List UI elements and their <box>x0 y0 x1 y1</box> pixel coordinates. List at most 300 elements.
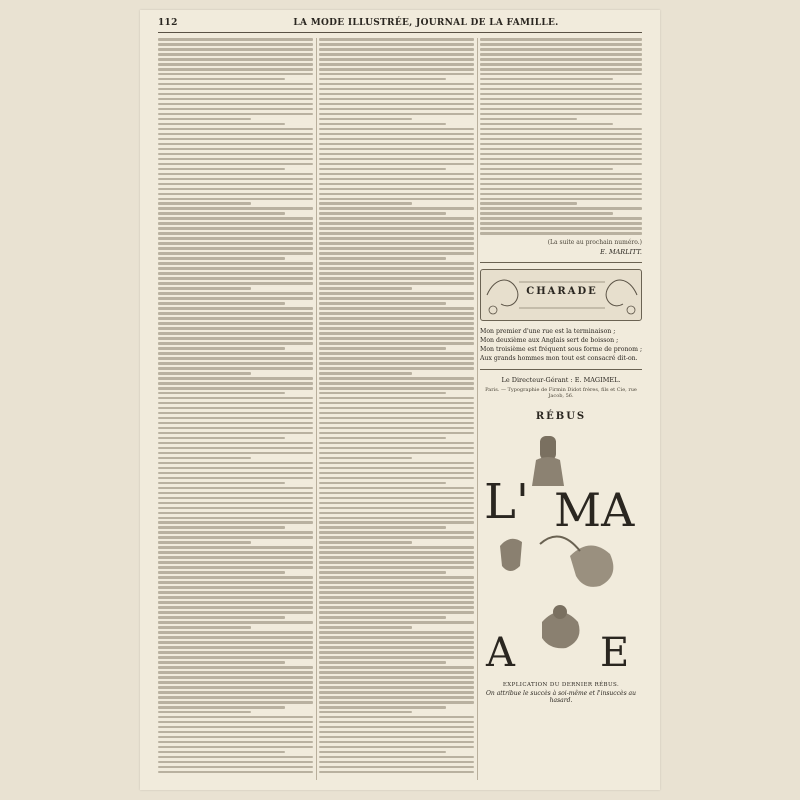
text-line <box>158 237 313 240</box>
text-line <box>319 736 474 739</box>
text-line <box>319 696 474 699</box>
text-line <box>158 307 313 310</box>
text-line <box>158 178 313 181</box>
text-line <box>158 517 313 520</box>
text-line <box>158 352 313 355</box>
text-line <box>319 153 474 156</box>
text-line <box>158 322 313 325</box>
text-line <box>319 202 412 205</box>
text-line <box>158 247 313 250</box>
text-line <box>319 661 446 664</box>
text-line <box>158 561 313 564</box>
charade-verse: Aux grands hommes mon tout est consacré dit-on. <box>480 354 638 362</box>
text-line <box>319 487 474 490</box>
text-line <box>319 462 474 465</box>
text-line <box>319 556 474 559</box>
text-line <box>319 242 474 245</box>
text-line <box>319 726 474 729</box>
text-line <box>319 616 446 619</box>
text-line <box>319 322 474 325</box>
page-header <box>158 18 642 32</box>
text-line <box>319 447 474 450</box>
text-line <box>158 183 313 186</box>
text-line <box>158 128 313 131</box>
text-line <box>319 586 474 589</box>
text-line <box>158 417 313 420</box>
charade-verse: Mon deuxième aux Anglais sert de boisson ; <box>480 336 619 344</box>
text-line <box>480 222 642 225</box>
text-line <box>319 397 474 400</box>
text-line <box>319 178 474 181</box>
text-line <box>158 726 313 729</box>
text-line <box>480 43 642 46</box>
text-line <box>158 392 285 395</box>
text-line <box>319 641 474 644</box>
text-line <box>319 676 474 679</box>
text-line <box>158 487 313 490</box>
text-line <box>319 53 474 56</box>
text-line <box>480 123 613 126</box>
text-line <box>158 716 313 719</box>
text-line <box>158 656 313 659</box>
text-line <box>158 512 313 515</box>
text-line <box>319 98 474 101</box>
text-line <box>158 507 313 510</box>
text-line <box>319 222 474 225</box>
text-line <box>319 581 474 584</box>
text-line <box>158 292 313 295</box>
text-line <box>319 771 474 774</box>
text-line <box>158 492 313 495</box>
text-line <box>158 422 313 425</box>
text-line <box>319 402 474 405</box>
text-line <box>158 751 285 754</box>
rebus-drawing-icon <box>480 426 642 676</box>
text-line <box>158 357 313 360</box>
text-line <box>319 651 474 654</box>
text-line <box>319 292 474 295</box>
text-line <box>319 671 474 674</box>
text-line <box>319 83 474 86</box>
text-line <box>158 766 313 769</box>
text-line <box>319 517 474 520</box>
text-line <box>158 277 313 280</box>
text-line <box>158 452 313 455</box>
text-line <box>158 163 313 166</box>
text-line <box>319 741 474 744</box>
text-line <box>158 462 313 465</box>
page-number: 112 <box>158 18 178 28</box>
text-line <box>319 332 474 335</box>
text-line <box>158 427 313 430</box>
text-line <box>158 342 313 345</box>
column-separator <box>316 38 317 780</box>
text-line <box>158 397 313 400</box>
text-line <box>158 347 285 350</box>
text-line <box>319 596 474 599</box>
text-line <box>319 686 474 689</box>
text-line <box>319 706 446 709</box>
text-line <box>319 267 474 270</box>
text-line <box>319 731 474 734</box>
text-line <box>158 681 313 684</box>
text-line <box>158 282 313 285</box>
text-line <box>158 531 313 534</box>
charade-verses <box>480 327 642 363</box>
text-line <box>158 746 313 749</box>
rebus-caption: EXPLICATION DU DERNIER RÉBUS. <box>502 681 620 688</box>
text-line <box>319 247 474 250</box>
text-line <box>319 108 474 111</box>
text-column-1 <box>158 38 313 773</box>
text-line <box>158 103 313 106</box>
text-line <box>158 377 313 380</box>
text-line <box>158 158 313 161</box>
text-line <box>158 372 251 375</box>
text-line <box>158 472 313 475</box>
text-line <box>158 551 313 554</box>
text-line <box>158 402 313 405</box>
text-line <box>158 337 313 340</box>
text-line <box>158 641 313 644</box>
rebus-letter: L' <box>484 473 530 530</box>
text-line <box>158 83 313 86</box>
rebus-letter: MA <box>554 482 635 537</box>
text-line <box>319 551 474 554</box>
text-line <box>158 262 313 265</box>
text-line <box>319 342 474 345</box>
text-line <box>319 377 474 380</box>
text-line <box>319 128 474 131</box>
text-line <box>319 297 474 300</box>
text-line <box>158 566 313 569</box>
text-line <box>480 183 642 186</box>
text-line <box>319 138 474 141</box>
text-line <box>158 367 313 370</box>
text-line <box>319 681 474 684</box>
text-line <box>480 212 613 215</box>
text-line <box>158 63 313 66</box>
text-line <box>319 666 474 669</box>
text-line <box>158 701 313 704</box>
text-line <box>319 606 474 609</box>
text-line <box>319 407 474 410</box>
text-line <box>319 73 474 76</box>
text-line <box>158 148 313 151</box>
text-line <box>480 202 577 205</box>
text-line <box>319 118 412 121</box>
text-line <box>158 586 313 589</box>
text-line <box>480 83 642 86</box>
text-line <box>319 716 474 719</box>
text-line <box>480 113 642 116</box>
text-line <box>158 521 313 524</box>
text-line <box>319 512 474 515</box>
text-line <box>319 352 474 355</box>
text-line <box>158 227 313 230</box>
text-line <box>319 38 474 41</box>
text-line <box>319 163 474 166</box>
text-line <box>158 113 313 116</box>
text-line <box>319 183 474 186</box>
text-line <box>319 193 474 196</box>
text-line <box>319 427 474 430</box>
text-line <box>319 457 412 460</box>
text-line <box>319 721 474 724</box>
text-line <box>319 531 474 534</box>
text-line <box>480 68 642 71</box>
text-line <box>319 756 474 759</box>
text-line <box>158 636 313 639</box>
text-line <box>319 307 474 310</box>
text-column-2 <box>319 38 474 773</box>
text-line <box>319 472 474 475</box>
text-line <box>319 566 474 569</box>
text-line <box>319 526 446 529</box>
text-line <box>480 193 642 196</box>
text-line <box>158 771 313 774</box>
text-line <box>158 382 313 385</box>
text-line <box>319 437 446 440</box>
text-line <box>158 546 313 549</box>
rebus-title: RÉBUS <box>535 410 587 422</box>
text-line <box>480 98 642 101</box>
text-line <box>158 556 313 559</box>
text-line <box>319 272 474 275</box>
text-line <box>480 188 642 191</box>
text-line <box>319 367 474 370</box>
text-line <box>319 591 474 594</box>
text-line <box>319 93 474 96</box>
text-line <box>158 536 313 539</box>
text-line <box>158 442 313 445</box>
text-line <box>319 761 474 764</box>
journal-title: LA MODE ILLUSTRÉE, JOURNAL DE LA FAMILLE. <box>293 18 559 28</box>
text-line <box>319 227 474 230</box>
text-line <box>158 312 313 315</box>
text-line <box>480 163 642 166</box>
charade-banner <box>480 269 642 321</box>
text-line <box>158 696 313 699</box>
text-line <box>158 242 313 245</box>
text-line <box>158 711 251 714</box>
text-line <box>319 492 474 495</box>
text-line <box>158 118 251 121</box>
text-line <box>319 751 446 754</box>
printer-line: Paris. — Typographie de Firmin Didot frères, fils et Cie, rue Jacob, 56. <box>485 386 637 399</box>
text-line <box>319 198 474 201</box>
text-line <box>319 327 474 330</box>
text-line <box>480 232 642 235</box>
text-line <box>158 78 285 81</box>
text-line <box>158 317 313 320</box>
text-line <box>319 656 474 659</box>
text-line <box>158 591 313 594</box>
text-line <box>319 412 474 415</box>
text-line <box>158 88 313 91</box>
text-line <box>158 526 285 529</box>
text-line <box>319 626 412 629</box>
text-line <box>158 631 313 634</box>
text-line <box>319 561 474 564</box>
text-line <box>158 143 313 146</box>
text-line <box>158 133 313 136</box>
text-line <box>319 232 474 235</box>
text-line <box>158 188 313 191</box>
text-line <box>480 217 642 220</box>
text-line <box>480 118 577 121</box>
text-line <box>158 676 313 679</box>
section-divider <box>480 262 642 263</box>
text-line <box>158 332 313 335</box>
text-line <box>158 38 313 41</box>
text-line <box>319 48 474 51</box>
text-line <box>319 546 474 549</box>
text-line <box>480 173 642 176</box>
text-line <box>158 447 313 450</box>
charade-title: CHARADE <box>526 285 598 297</box>
text-line <box>319 601 474 604</box>
text-line <box>319 691 474 694</box>
text-line <box>319 237 474 240</box>
charade-verse: Mon troisième est fréquent sous forme de pronom ; <box>480 345 643 353</box>
text-line <box>158 731 313 734</box>
text-line <box>319 143 474 146</box>
text-line <box>158 297 313 300</box>
text-line <box>480 58 642 61</box>
text-line <box>319 631 474 634</box>
text-line <box>158 437 285 440</box>
text-line <box>319 173 474 176</box>
text-line <box>158 252 313 255</box>
text-line <box>158 581 313 584</box>
text-line <box>158 497 313 500</box>
text-line <box>158 601 313 604</box>
text-line <box>480 178 642 181</box>
text-line <box>158 651 313 654</box>
text-line <box>319 482 446 485</box>
text-line <box>158 686 313 689</box>
text-line <box>158 108 313 111</box>
text-line <box>480 88 642 91</box>
text-line <box>319 302 446 305</box>
text-line <box>319 188 474 191</box>
text-line <box>319 287 412 290</box>
text-line <box>480 103 642 106</box>
text-line <box>158 43 313 46</box>
text-line <box>319 382 474 385</box>
text-line <box>158 73 313 76</box>
text-line <box>158 571 285 574</box>
text-line <box>319 212 446 215</box>
text-line <box>319 497 474 500</box>
text-line <box>158 611 313 614</box>
text-line <box>319 252 474 255</box>
text-line <box>158 432 313 435</box>
text-line <box>158 661 285 664</box>
text-line <box>319 372 412 375</box>
text-line <box>158 217 313 220</box>
text-line <box>158 606 313 609</box>
text-line <box>158 48 313 51</box>
text-line <box>319 282 474 285</box>
text-line <box>158 412 313 415</box>
text-line <box>158 721 313 724</box>
text-line <box>158 756 313 759</box>
text-line <box>319 168 446 171</box>
text-line <box>158 168 285 171</box>
director-line: Le Directeur-Gérant : E. MAGIMEL. <box>501 375 621 384</box>
text-line <box>319 766 474 769</box>
text-line <box>158 93 313 96</box>
text-line <box>158 691 313 694</box>
text-line <box>480 198 642 201</box>
text-line <box>158 138 313 141</box>
text-line <box>319 521 474 524</box>
text-line <box>319 467 474 470</box>
text-line <box>319 88 474 91</box>
text-line <box>480 48 642 51</box>
text-line <box>480 168 613 171</box>
charade-verse: Mon premier d'une rue est la terminaison ; <box>480 327 616 335</box>
text-line <box>319 277 474 280</box>
section-divider <box>480 369 642 370</box>
text-line <box>319 43 474 46</box>
text-line <box>158 98 313 101</box>
text-line <box>480 78 613 81</box>
text-line <box>480 63 642 66</box>
text-line <box>158 616 285 619</box>
text-line <box>319 63 474 66</box>
rebus-letter: E <box>600 629 630 676</box>
text-line <box>319 432 474 435</box>
text-line <box>158 302 285 305</box>
text-line <box>319 257 446 260</box>
text-line <box>158 407 313 410</box>
header-rule <box>158 32 642 33</box>
author-signature: E. MARLITT. <box>600 247 642 256</box>
text-line <box>158 287 251 290</box>
text-line <box>158 477 313 480</box>
text-line <box>319 507 474 510</box>
text-line <box>319 621 474 624</box>
text-line <box>158 541 251 544</box>
text-line <box>480 53 642 56</box>
text-column-3 <box>480 38 642 704</box>
text-line <box>319 103 474 106</box>
rebus-illustration <box>480 426 642 676</box>
text-line <box>319 337 474 340</box>
text-line <box>319 422 474 425</box>
text-line <box>158 482 285 485</box>
novel-text-lines <box>319 38 474 773</box>
text-line <box>158 626 251 629</box>
text-line <box>480 133 642 136</box>
text-line <box>319 262 474 265</box>
text-line <box>319 362 474 365</box>
text-line <box>158 457 251 460</box>
continued-note: (La suite au prochain numéro.) <box>547 238 642 246</box>
text-line <box>319 68 474 71</box>
text-line <box>319 158 474 161</box>
text-line <box>158 666 313 669</box>
text-line <box>158 502 313 505</box>
text-line <box>319 701 474 704</box>
journal-page <box>140 10 660 790</box>
novel-text-lines <box>480 38 642 235</box>
text-line <box>480 153 642 156</box>
text-line <box>158 761 313 764</box>
